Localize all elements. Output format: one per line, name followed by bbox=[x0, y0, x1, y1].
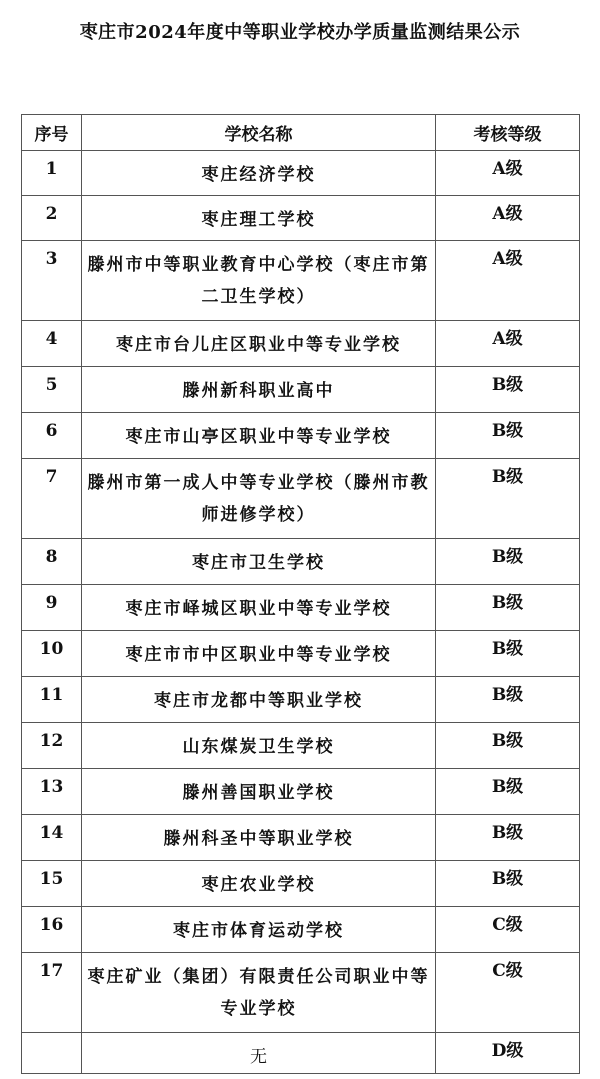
row-school-name: 滕州市第一成人中等专业学校（滕州市教师进修学校） bbox=[82, 459, 436, 539]
row-school-name: 滕州市中等职业教育中心学校（枣庄市第二卫生学校） bbox=[82, 241, 436, 321]
row-grade: D级 bbox=[436, 1033, 580, 1074]
table-row bbox=[22, 413, 580, 459]
row-school-name: 枣庄矿业（集团）有限责任公司职业中等专业学校 bbox=[82, 953, 436, 1033]
table-row bbox=[22, 196, 580, 241]
row-number: 12 bbox=[22, 723, 82, 769]
row-grade: B级 bbox=[436, 459, 580, 539]
row-school-name: 滕州科圣中等职业学校 bbox=[82, 815, 436, 861]
row-school-name: 枣庄理工学校 bbox=[82, 196, 436, 241]
row-school-name: 枣庄市市中区职业中等专业学校 bbox=[82, 631, 436, 677]
row-number: 8 bbox=[22, 539, 82, 585]
row-grade: B级 bbox=[436, 585, 580, 631]
row-number: 5 bbox=[22, 367, 82, 413]
row-grade: B级 bbox=[436, 367, 580, 413]
table-row bbox=[22, 723, 580, 769]
row-grade: B级 bbox=[436, 861, 580, 907]
header-number: 序号 bbox=[22, 115, 82, 151]
row-school-name: 枣庄市体育运动学校 bbox=[82, 907, 436, 953]
row-school-name: 枣庄市龙都中等职业学校 bbox=[82, 677, 436, 723]
row-grade: C级 bbox=[436, 907, 580, 953]
row-grade: B级 bbox=[436, 677, 580, 723]
table-row bbox=[22, 861, 580, 907]
table-row bbox=[22, 953, 580, 1033]
row-grade: B级 bbox=[436, 539, 580, 585]
row-school-name: 枣庄市卫生学校 bbox=[82, 539, 436, 585]
row-school-name: 山东煤炭卫生学校 bbox=[82, 723, 436, 769]
row-number: 16 bbox=[22, 907, 82, 953]
row-number: 2 bbox=[22, 196, 82, 241]
page-title: 枣庄市2024年度中等职业学校办学质量监测结果公示 bbox=[79, 22, 521, 43]
table-row bbox=[22, 585, 580, 631]
row-grade: A级 bbox=[436, 196, 580, 241]
row-number: 10 bbox=[22, 631, 82, 677]
row-number: 15 bbox=[22, 861, 82, 907]
table-row bbox=[22, 815, 580, 861]
row-number bbox=[22, 1033, 82, 1074]
table-row bbox=[22, 241, 580, 321]
row-school-name: 枣庄农业学校 bbox=[82, 861, 436, 907]
row-school-name: 枣庄经济学校 bbox=[82, 151, 436, 196]
row-school-name: 滕州新科职业高中 bbox=[82, 367, 436, 413]
table-row bbox=[22, 459, 580, 539]
row-school-name: 滕州善国职业学校 bbox=[82, 769, 436, 815]
row-grade: B级 bbox=[436, 815, 580, 861]
table-header-row bbox=[22, 115, 580, 151]
row-grade: A级 bbox=[436, 241, 580, 321]
row-grade: A级 bbox=[436, 151, 580, 196]
row-number: 6 bbox=[22, 413, 82, 459]
row-grade: B级 bbox=[436, 631, 580, 677]
row-grade: B级 bbox=[436, 413, 580, 459]
table-body bbox=[22, 151, 580, 1074]
row-school-name: 枣庄市山亭区职业中等专业学校 bbox=[82, 413, 436, 459]
row-number: 9 bbox=[22, 585, 82, 631]
table-row bbox=[22, 907, 580, 953]
row-number: 3 bbox=[22, 241, 82, 321]
table-row bbox=[22, 631, 580, 677]
row-number: 11 bbox=[22, 677, 82, 723]
row-number: 13 bbox=[22, 769, 82, 815]
row-grade: A级 bbox=[436, 321, 580, 367]
row-number: 4 bbox=[22, 321, 82, 367]
table-row bbox=[22, 151, 580, 196]
row-number: 7 bbox=[22, 459, 82, 539]
row-grade: C级 bbox=[436, 953, 580, 1033]
results-table bbox=[21, 114, 580, 1074]
row-school-name: 无 bbox=[82, 1033, 436, 1074]
row-number: 14 bbox=[22, 815, 82, 861]
row-school-name: 枣庄市台儿庄区职业中等专业学校 bbox=[82, 321, 436, 367]
table-row bbox=[22, 1033, 580, 1074]
row-school-name: 枣庄市峄城区职业中等专业学校 bbox=[82, 585, 436, 631]
table-row bbox=[22, 677, 580, 723]
row-grade: B级 bbox=[436, 723, 580, 769]
header-school-name: 学校名称 bbox=[82, 115, 436, 151]
row-grade: B级 bbox=[436, 769, 580, 815]
table-row bbox=[22, 321, 580, 367]
table-row bbox=[22, 769, 580, 815]
row-number: 17 bbox=[22, 953, 82, 1033]
table-row bbox=[22, 539, 580, 585]
table-row bbox=[22, 367, 580, 413]
row-number: 1 bbox=[22, 151, 82, 196]
header-grade: 考核等级 bbox=[436, 115, 580, 151]
